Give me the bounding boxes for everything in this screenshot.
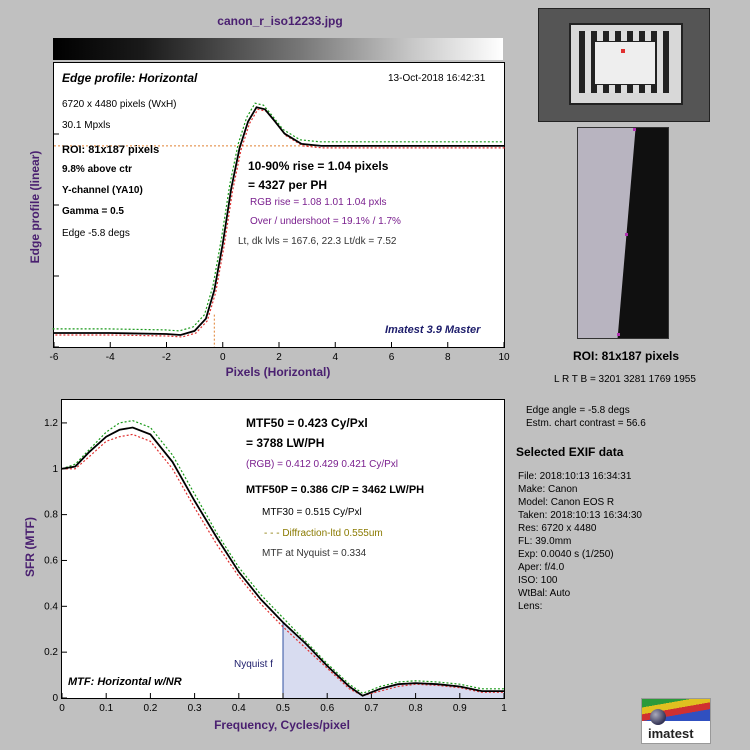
mtf-ytick-label: 0 bbox=[52, 693, 58, 704]
edge-xtick-label: 0 bbox=[219, 352, 226, 363]
roi-crop bbox=[577, 127, 669, 339]
edge-xtick-label: -6 bbox=[49, 352, 59, 363]
edge-ylabel: Edge profile (linear) bbox=[28, 150, 42, 264]
exif-line: Make: Canon bbox=[518, 484, 578, 495]
mtf-ytick-label: 0.6 bbox=[44, 555, 58, 567]
edge-xtick-label: 10 bbox=[498, 352, 510, 363]
roi-lrtb: L R T B = 3201 3281 1769 1955 bbox=[554, 374, 696, 385]
edge-angle: Edge -5.8 degs bbox=[62, 228, 130, 239]
mtf-xlabel: Frequency, Cycles/pixel bbox=[214, 718, 350, 732]
edge-timestamp: 13-Oct-2018 16:42:31 bbox=[388, 73, 486, 84]
mtf-xtick-label: 0.4 bbox=[231, 703, 246, 714]
mtf-nyquist-value: MTF at Nyquist = 0.334 bbox=[262, 548, 367, 559]
edge-rgb-rise: RGB rise = 1.08 1.01 1.04 pxls bbox=[250, 197, 387, 208]
exif-line: WtBal: Auto bbox=[518, 588, 571, 599]
edge-channel: Y-channel (YA10) bbox=[62, 185, 143, 196]
nyquist-label: Nyquist f bbox=[234, 659, 273, 670]
mtf-xtick-label: 0.7 bbox=[364, 703, 379, 714]
chart-thumbnail bbox=[538, 8, 710, 122]
mtf-rgb: (RGB) = 0.412 0.429 0.421 Cy/Pxl bbox=[246, 459, 399, 470]
mtf-xtick-label: 0.2 bbox=[143, 703, 158, 714]
edge-info-1: 30.1 Mpxls bbox=[62, 120, 111, 131]
edge-xtick-label: -2 bbox=[162, 352, 171, 363]
edge-gamma: Gamma = 0.5 bbox=[62, 206, 124, 217]
edge-rise: 10-90% rise = 1.04 pixels bbox=[248, 159, 389, 173]
edge-xtick-label: 6 bbox=[388, 352, 395, 363]
image-title: canon_r_iso12233.jpg bbox=[217, 14, 343, 28]
logo-text: imatest bbox=[648, 726, 694, 741]
roi-label: ROI: 81x187 pixels bbox=[573, 349, 680, 363]
mtf-footer: MTF: Horizontal w/NR bbox=[68, 676, 182, 688]
gradient-strip bbox=[53, 38, 503, 60]
exif-title: Selected EXIF data bbox=[516, 445, 624, 459]
mtf-xtick-label: 0.6 bbox=[320, 703, 335, 714]
mtf-xtick-label: 0.1 bbox=[99, 703, 114, 714]
edge-angle-info: Edge angle = -5.8 degs bbox=[526, 405, 630, 416]
edge-xtick-label: 4 bbox=[332, 352, 339, 363]
mtf-ytick-label: 1 bbox=[52, 463, 58, 475]
mtf50p: MTF50P = 0.386 C/P = 3462 LW/PH bbox=[246, 484, 425, 496]
exif-line: ISO: 100 bbox=[518, 575, 558, 586]
edge-roi: ROI: 81x187 pixels bbox=[62, 144, 160, 156]
mtf-xtick-label: 0.3 bbox=[187, 703, 202, 714]
exif-line: Model: Canon EOS R bbox=[518, 497, 615, 508]
chart-contrast: Estm. chart contrast = 56.6 bbox=[526, 418, 646, 429]
exif-list bbox=[518, 471, 642, 614]
mtf-xtick-label: 1 bbox=[501, 703, 507, 714]
mtf-diffraction: - - - Diffraction-ltd 0.555um bbox=[264, 528, 383, 539]
mtf-xtick-label: 0.9 bbox=[452, 703, 467, 714]
exif-line: Aper: f/4.0 bbox=[518, 562, 565, 573]
exif-line: Lens: bbox=[518, 601, 543, 612]
edge-xtick-label: 2 bbox=[276, 352, 282, 363]
mtf50: MTF50 = 0.423 Cy/Pxl bbox=[246, 416, 368, 430]
edge-overshoot: Over / undershoot = 19.1% / 1.7% bbox=[250, 216, 401, 227]
mtf-ytick-label: 1.2 bbox=[44, 417, 58, 429]
edge-position: 9.8% above ctr bbox=[62, 164, 133, 175]
edge-xtick-label: 8 bbox=[444, 352, 451, 363]
mtf30: MTF30 = 0.515 Cy/Pxl bbox=[262, 507, 362, 518]
mtf-xtick-label: 0.5 bbox=[276, 703, 290, 714]
edge-per-ph: = 4327 per PH bbox=[248, 178, 328, 192]
mtf-ylabel: SFR (MTF) bbox=[23, 517, 37, 577]
edge-xlabel: Pixels (Horizontal) bbox=[225, 365, 331, 379]
exif-line: Taken: 2018:10:13 16:34:30 bbox=[518, 510, 642, 521]
imatest-brand: Imatest 3.9 Master bbox=[385, 324, 481, 336]
edge-heading: Edge profile: Horizontal bbox=[62, 71, 198, 85]
mtf-ytick-label: 0.4 bbox=[44, 601, 58, 613]
mtf50-lwph: = 3788 LW/PH bbox=[246, 436, 325, 450]
logo-sphere-icon bbox=[650, 709, 666, 725]
exif-line: File: 2018:10:13 16:34:31 bbox=[518, 471, 632, 482]
mtf-ytick-label: 0.2 bbox=[44, 647, 58, 659]
edge-levels: Lt, dk lvls = 167.6, 22.3 Lt/dk = 7.52 bbox=[238, 236, 397, 247]
mtf-ytick-label: 0.8 bbox=[44, 509, 58, 521]
exif-line: Exp: 0.0040 s (1/250) bbox=[518, 549, 614, 560]
edge-xtick-label: -4 bbox=[105, 352, 115, 363]
exif-line: FL: 39.0mm bbox=[518, 536, 572, 547]
mtf-xtick-label: 0 bbox=[59, 703, 65, 714]
edge-info-0: 6720 x 4480 pixels (WxH) bbox=[62, 99, 177, 110]
exif-line: Res: 6720 x 4480 bbox=[518, 523, 597, 534]
mtf-xtick-label: 0.8 bbox=[408, 703, 423, 714]
imatest-logo bbox=[641, 698, 711, 744]
